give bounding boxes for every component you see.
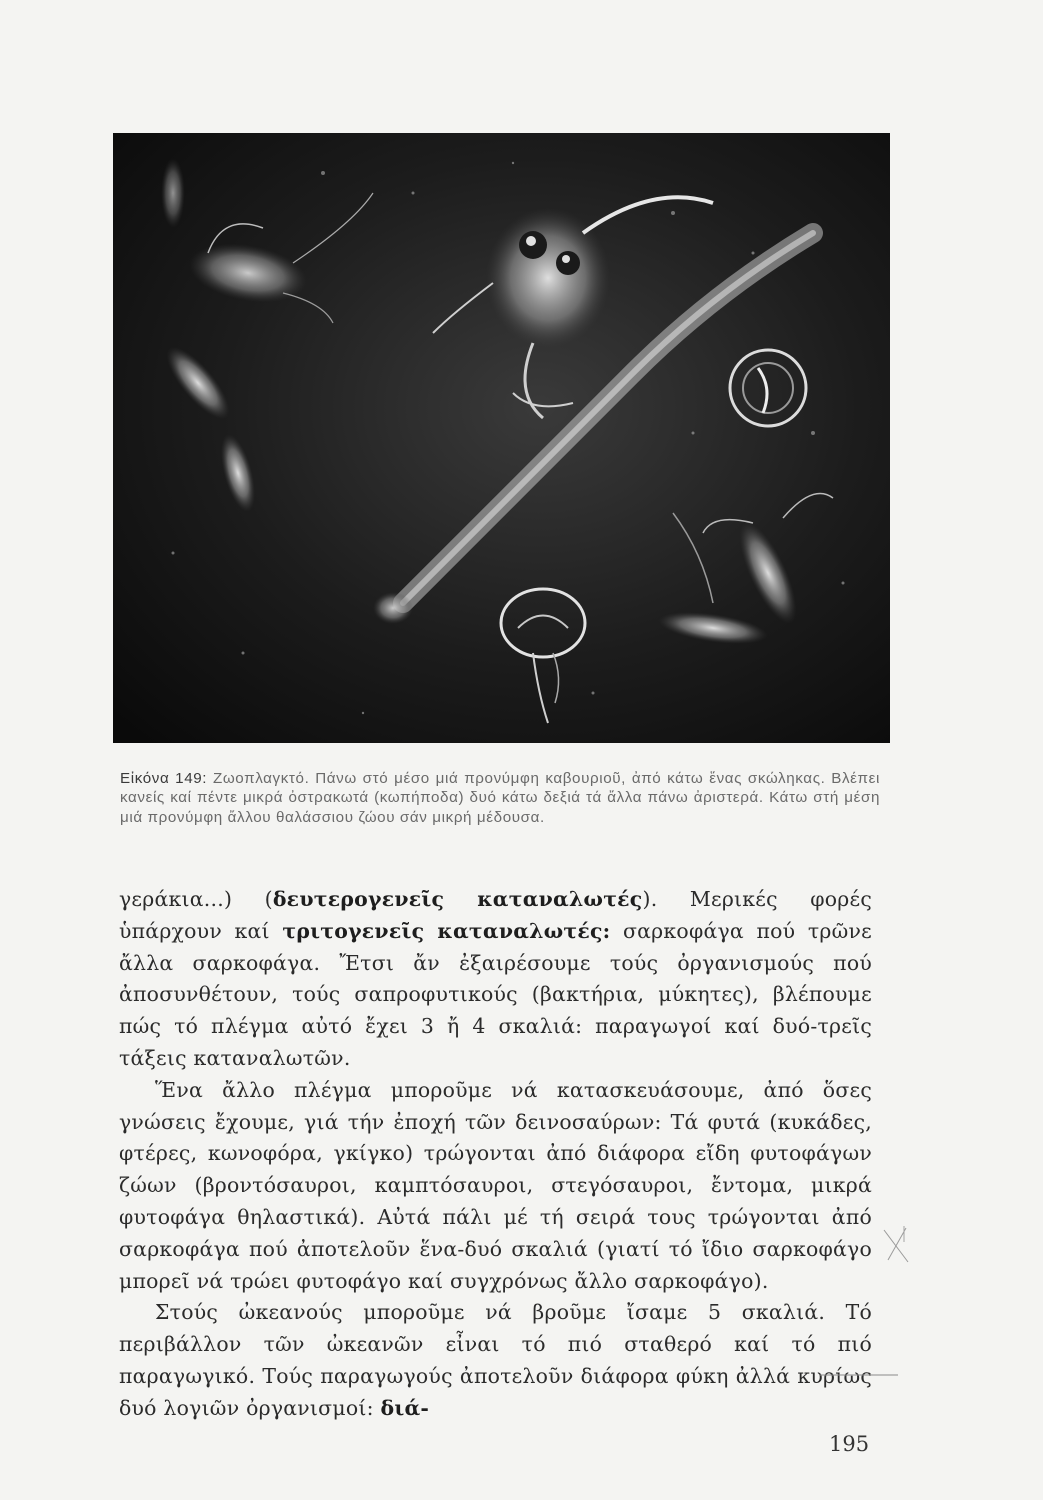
paragraph-3: [119, 1297, 872, 1424]
p3-text-1: Στούς ὠκεανούς μποροῦμε νά βροῦμε ἴσαμε 5 σκαλιά. Τό περιβάλλον τῶν ὠκεανῶν εἶναι τό πιό σταθερό καί τό πιό παραγωγικό. Τούς παραγωγούς ἀποτελοῦν διάφορα φύκη ἀλλά κυρίως δυό λογιῶν ὀργανισμοί:: [119, 1300, 872, 1420]
p1-text-1: γεράκια...) (: [119, 887, 273, 911]
p1-text-3: σαρκοφάγα πού τρῶνε ἄλλα σαρκοφάγα. Ἔτσι ἄν ἐξαιρέσουμε τούς ὀργανισμούς πού ἀποσυνθέτουν, τούς σαπροφυτικούς (βακτήρια, μύκητες), βλέπουμε πώς τό πλέγμα αὐτό ἔχει 3 ἤ 4 σκαλιά: παραγωγοί καί δυό-τρεῖς τάξεις καταναλωτῶν.: [119, 918, 872, 1070]
p1-bold-2: τριτογενεῖς καταναλωτές:: [282, 918, 611, 943]
pencil-mark-icon: [876, 1222, 916, 1270]
zooplankton-photo: [113, 133, 890, 743]
figure-caption: [120, 769, 880, 827]
body-text: [119, 884, 872, 1425]
paragraph-1: [119, 884, 872, 1075]
p3-bold-1: διά-: [380, 1395, 430, 1420]
page-number: 195: [829, 1432, 870, 1456]
p1-bold-1: δευτερογενεῖς καταναλωτές: [272, 887, 643, 911]
p1-text-2: ). Μερικές φορές ὑπάρχουν καί: [119, 887, 873, 943]
caption-label: Εἰκόνα 149:: [120, 770, 208, 787]
paragraph-2: Ἕνα ἄλλο πλέγμα μποροῦμε νά κατασκευάσουμε, ἀπό ὅσες γνώσεις ἔχουμε, γιά τήν ἐποχή τῶν δεινοσαύρων: Τά φυτά (κυκάδες, φτέρες, κωνοφόρα, γκίγκο) τρώγονται ἀπό διάφορα εἴδη φυτοφάγων ζώων (βροντόσαυροι, καμπτόσαυροι, στεγόσαυροι, ἔντομα, μικρά φυτοφάγα θηλαστικά). Αὐτά πάλι μέ τή σειρά τους τρώγονται ἀπό σαρκοφάγα πού ἀποτελοῦν ἕνα-δυό σκαλιά (γιατί τό ἴδιο σαρκοφάγο μπορεῖ νά τρώει φυτοφάγο καί συγχρόνως ἄλλο σαρκοφάγο).: [119, 1077, 872, 1293]
pencil-underline: [820, 1372, 900, 1380]
caption-text: Ζωοπλαγκτό. Πάνω στό μέσο μιά προνύμφη καβουριοῦ, ἀπό κάτω ἕνας σκώληκας. Βλέπει κανείς καί πέντε μικρά ὀστρακωτά (κωπήποδα) δυό κάτω δεξιά τά ἄλλα πάνω ἀριστερά. Κάτω στή μέση μιά προνύμφη ἄλλου θαλάσσιου ζώου σάν μικρή μέδουσα.: [120, 770, 880, 826]
